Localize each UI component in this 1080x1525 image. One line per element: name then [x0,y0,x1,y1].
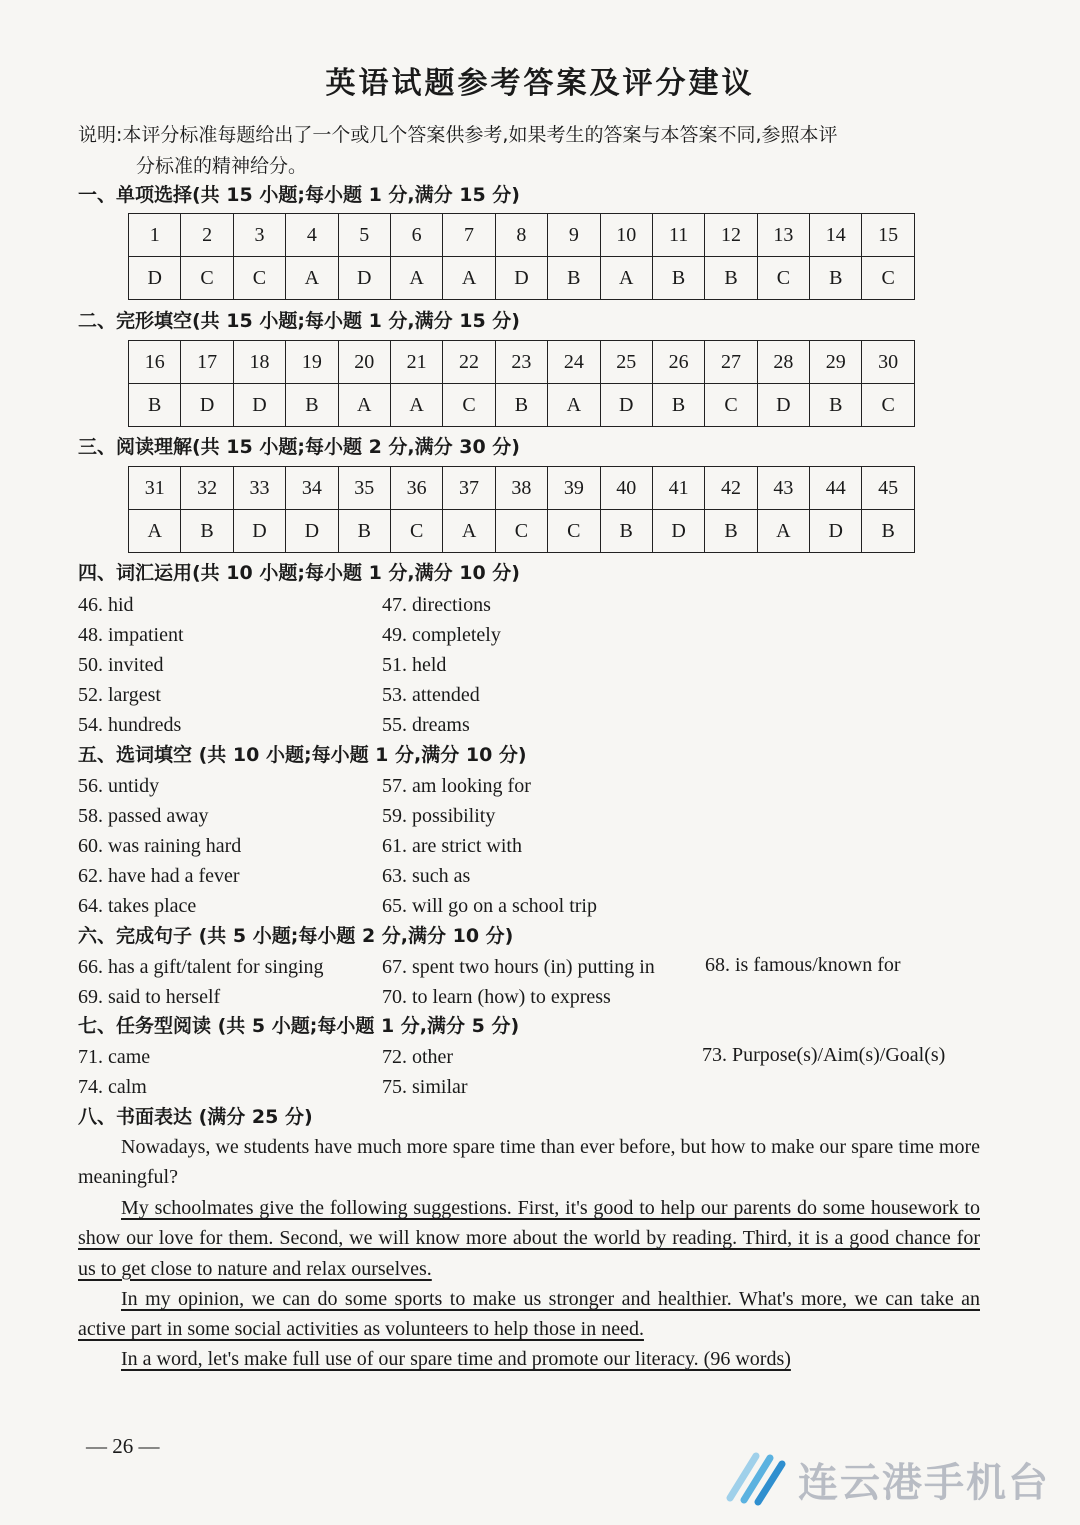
answer-64: 64. takes place [78,895,197,917]
answer-48: 48. impatient [78,624,184,646]
question-number-cell: 6 [390,214,442,257]
answer-cell: D [181,384,233,427]
answer-65: 65. will go on a school trip [382,895,597,917]
answer-cell: B [338,510,390,553]
number-row [129,341,915,384]
question-number-cell: 38 [495,467,547,510]
question-number-cell: 9 [548,214,600,257]
page-title: 英语试题参考答案及评分建议 [325,66,755,101]
question-number-cell: 26 [652,341,704,384]
answer-cell: D [233,510,285,553]
answer-cell: B [600,510,652,553]
question-number-cell: 19 [286,341,338,384]
question-number-cell: 42 [705,467,757,510]
answer-cell: B [705,510,757,553]
answer-cell: B [810,257,862,300]
question-number-cell: 13 [757,214,809,257]
watermark [722,1448,1050,1510]
answer-47: 47. directions [382,594,491,616]
answer-62: 62. have had a fever [78,865,240,887]
question-number-cell: 32 [181,467,233,510]
answer-cell: D [286,510,338,553]
essay-paragraph-2: My schoolmates give the following suggestions. First, it's good to help our parents do some housework to show our love for them. Second, we will know more about the world by reading. Third, it is a good chance for us to get close to nature and relax ourselves. [78,1197,980,1280]
question-number-cell: 18 [233,341,285,384]
answer-cell: A [129,510,181,553]
answer-71: 71. came [78,1046,151,1068]
answer-46: 46. hid [78,594,134,616]
essay-paragraph-1: Nowadays, we students have much more spare time than ever before, but how to make our spare time more meaningful? [78,1136,980,1189]
section-heading-8: 八、书面表达 (满分 25 分) [78,1106,313,1128]
answer-cell: D [810,510,862,553]
question-number-cell: 20 [338,341,390,384]
question-number-cell: 1 [129,214,181,257]
section-heading-7: 七、任务型阅读 (共 5 小题;每小题 1 分,满分 5 分) [78,1015,520,1037]
answer-72: 72. other [382,1046,454,1068]
answer-67: 67. spent two hours (in) putting in [382,956,655,978]
answer-cell: B [705,257,757,300]
answer-56: 56. untidy [78,775,160,797]
answer-cell: C [705,384,757,427]
answer-cell: B [129,384,181,427]
question-number-cell: 25 [600,341,652,384]
answer-cell: C [233,257,285,300]
answer-58: 58. passed away [78,805,209,827]
answer-cell: A [443,257,495,300]
section-heading-3: 三、阅读理解(共 15 小题;每小题 2 分,满分 30 分) [78,436,520,458]
section-heading-4: 四、词汇运用(共 10 小题;每小题 1 分,满分 10 分) [78,562,520,584]
question-number-cell: 29 [810,341,862,384]
answer-cell: D [495,257,547,300]
answer-cell: B [286,384,338,427]
answer-70: 70. to learn (how) to express [382,986,611,1008]
answer-cell: D [600,384,652,427]
answer-row [129,384,915,427]
question-number-cell: 37 [443,467,495,510]
answer-69: 69. said to herself [78,986,221,1008]
question-number-cell: 16 [129,341,181,384]
question-number-cell: 11 [652,214,704,257]
question-number-cell: 43 [757,467,809,510]
answer-table-3 [128,466,915,553]
answer-table-2 [128,340,915,427]
watermark-text: 连云港手机台 [798,1459,1050,1506]
question-number-cell: 35 [338,467,390,510]
answer-cell: D [233,384,285,427]
answer-49: 49. completely [382,624,501,646]
question-number-cell: 40 [600,467,652,510]
answer-cell: B [652,257,704,300]
question-number-cell: 12 [705,214,757,257]
answer-63: 63. such as [382,865,471,887]
answer-55: 55. dreams [382,714,470,736]
answer-cell: D [757,384,809,427]
answer-table-1 [128,213,915,300]
answer-cell: B [495,384,547,427]
answer-cell: C [757,257,809,300]
answer-66: 66. has a gift/talent for singing [78,956,324,978]
answer-51: 51. held [382,654,447,676]
number-row [129,467,915,510]
note-line-2: 分标准的精神给分。 [136,155,308,177]
question-number-cell: 8 [495,214,547,257]
answer-cell: C [495,510,547,553]
answer-cell: C [548,510,600,553]
section-heading-6: 六、完成句子 (共 5 小题;每小题 2 分,满分 10 分) [78,925,514,947]
answer-cell: C [862,257,914,300]
answer-cell: D [129,257,181,300]
answer-cell: C [390,510,442,553]
question-number-cell: 33 [233,467,285,510]
question-number-cell: 7 [443,214,495,257]
answer-50: 50. invited [78,654,164,676]
answer-cell: A [286,257,338,300]
question-number-cell: 45 [862,467,914,510]
question-number-cell: 41 [652,467,704,510]
question-number-cell: 17 [181,341,233,384]
answer-53: 53. attended [382,684,480,706]
answer-cell: B [181,510,233,553]
answer-cell: B [862,510,914,553]
question-number-cell: 14 [810,214,862,257]
note-line-1: 说明:本评分标准每题给出了一个或几个答案供参考,如果考生的答案与本答案不同,参照本评 [78,124,838,146]
question-number-cell: 28 [757,341,809,384]
answer-cell: D [338,257,390,300]
answer-cell: B [810,384,862,427]
number-row [129,214,915,257]
instructions-note [78,120,988,182]
question-number-cell: 24 [548,341,600,384]
question-number-cell: 23 [495,341,547,384]
question-number-cell: 36 [390,467,442,510]
section-heading-5: 五、选词填空 (共 10 小题;每小题 1 分,满分 10 分) [78,744,527,766]
question-number-cell: 31 [129,467,181,510]
question-number-cell: 5 [338,214,390,257]
answer-73: 73. Purpose(s)/Aim(s)/Goal(s) [702,1044,946,1066]
essay-paragraph-4: In a word, let's make full use of our spare time and promote our literacy. (96 words) [121,1348,791,1370]
slash-logo-icon [722,1448,788,1510]
answer-68: 68. is famous/known for [705,954,901,976]
answer-cell: A [757,510,809,553]
section-heading-1: 一、单项选择(共 15 小题;每小题 1 分,满分 15 分) [78,184,520,206]
answer-54: 54. hundreds [78,714,182,736]
answer-cell: C [862,384,914,427]
page-number: — 26 — [86,1434,160,1458]
question-number-cell: 34 [286,467,338,510]
answer-cell: C [181,257,233,300]
answer-cell: A [600,257,652,300]
answer-cell: A [443,510,495,553]
answer-cell: A [390,384,442,427]
question-number-cell: 21 [390,341,442,384]
answer-57: 57. am looking for [382,775,531,797]
question-number-cell: 27 [705,341,757,384]
answer-cell: D [652,510,704,553]
answer-row [129,257,915,300]
answer-59: 59. possibility [382,805,496,827]
answer-75: 75. similar [382,1076,468,1098]
question-number-cell: 15 [862,214,914,257]
question-number-cell: 3 [233,214,285,257]
answer-row [129,510,915,553]
question-number-cell: 44 [810,467,862,510]
answer-cell: A [338,384,390,427]
section-heading-2: 二、完形填空(共 15 小题;每小题 1 分,满分 15 分) [78,310,520,332]
answer-74: 74. calm [78,1076,147,1098]
answer-cell: A [548,384,600,427]
answer-cell: C [443,384,495,427]
question-number-cell: 22 [443,341,495,384]
question-number-cell: 4 [286,214,338,257]
question-number-cell: 30 [862,341,914,384]
question-number-cell: 39 [548,467,600,510]
question-number-cell: 2 [181,214,233,257]
answer-61: 61. are strict with [382,835,522,857]
question-number-cell: 10 [600,214,652,257]
answer-cell: B [548,257,600,300]
answer-cell: B [652,384,704,427]
answer-cell: A [390,257,442,300]
answer-52: 52. largest [78,684,161,706]
essay-paragraph-3: In my opinion, we can do some sports to make us stronger and healthier. What's more, we can take an active part in some social activities as volunteers to help those in need. [78,1288,980,1341]
answer-60: 60. was raining hard [78,835,242,857]
